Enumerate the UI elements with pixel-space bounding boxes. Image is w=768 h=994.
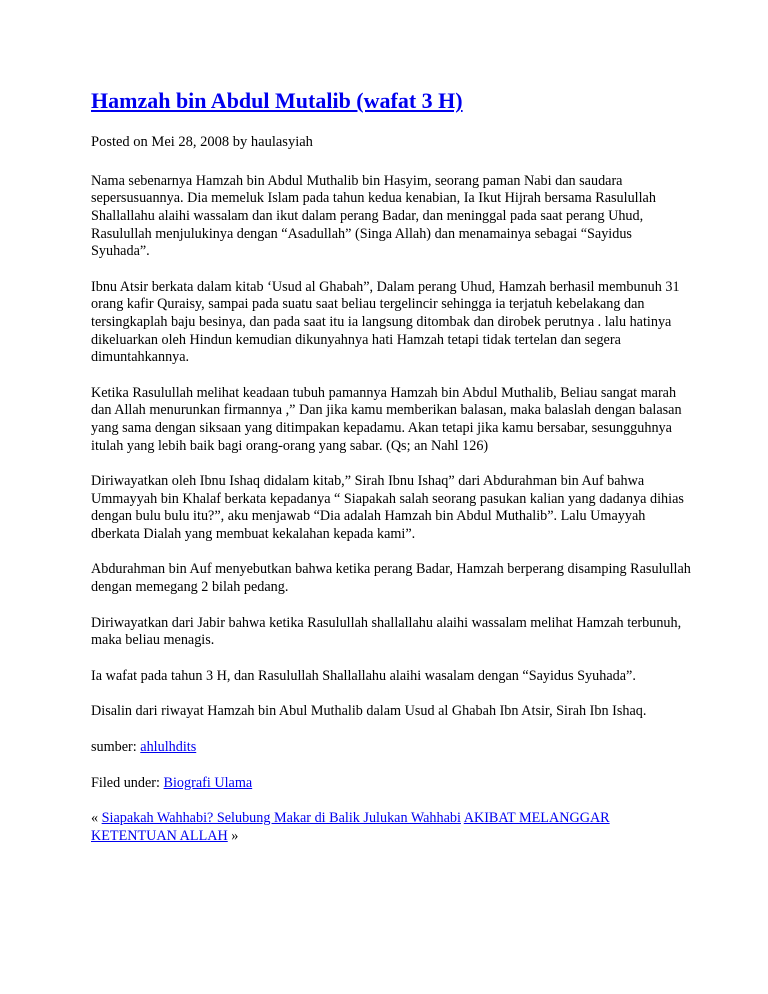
source-line bbox=[91, 739, 691, 757]
paragraph-3: Ketika Rasulullah melihat keadaan tubuh pamannya Hamzah bin Abdul Muthalib, Beliau sangat marah dan Allah menurunkan firmannya ,” Dan jika kamu memberikan balasan, maka balaslah dengan balasan yang sama dengan siksaan yang ditimpakan kepadamu. Akan tetapi jika kamu bersabar, sesungguhnya itulah yang lebih baik bagi orang-orang yang sabar. (Qs; an Nahl 126) bbox=[91, 384, 682, 454]
post-body bbox=[91, 173, 691, 846]
prev-marker: « bbox=[91, 810, 99, 827]
paragraph-4: Diriwayatkan oleh Ibnu Ishaq didalam kitab,” Sirah Ibnu Ishaq” dari Abdurahman bin Auf bahwa Ummayyah bin Khalaf berkata kepadanya “ Siapakah salah seorang pasukan kalian yang dadanya dihias dengan bulu bulu itu?”, aku menjawab “Dia adalah Hamzah bin Abdul Muthalib”. Lalu Umayyah dberkata Dialah yang membuat kekalahan kepada kami”. bbox=[91, 473, 684, 542]
category-link[interactable]: Biografi Ulama bbox=[163, 774, 253, 791]
next-marker: » bbox=[231, 827, 239, 844]
filed-under-label: Filed under: bbox=[91, 774, 160, 791]
paragraph-8: Disalin dari riwayat Hamzah bin Abul Muthalib dalam Usud al Ghabah Ibn Atsir, Sirah Ibn Ishaq. bbox=[91, 703, 647, 720]
paragraph-1: Nama sebenarnya Hamzah bin Abdul Muthalib bin Hasyim, seorang paman Nabi dan saudara sepersusuannya. Dia memeluk Islam pada tahun kedua kenabian, Ia Ikut Hijrah bersama Rasulullah Shallallahu alaihi wassalam dan ikut dalam perang Badar, dan meninggal pada saat perang Uhud, Rasulullah menjulukinya dengan “Asadullah” (Singa Allah) dan menamainya sebagai “Sayidus Syuhada”. bbox=[91, 172, 656, 260]
posted-on-label: Posted on bbox=[91, 134, 148, 151]
post-meta bbox=[91, 134, 691, 151]
post-title-link[interactable]: Hamzah bin Abdul Mutalib (wafat 3 H) bbox=[91, 88, 463, 113]
paragraph-7: Ia wafat pada tahun 3 H, dan Rasulullah Shallallahu alaihi wasalam dengan “Sayidus Syuhada”. bbox=[91, 667, 636, 684]
paragraph-2: Ibnu Atsir berkata dalam kitab ‘Usud al Ghabah”, Dalam perang Uhud, Hamzah berhasil membunuh 31 orang kafir Quraisy, sampai pada suatu saat beliau tergelincir sehingga ia terjatuh kebelakang dan tersingkaplah baju besinya, dan pada saat itu ia langsung ditombak dan dirobek perutnya . lalu hatinya dikeluarkan oleh Hindun kemudian dikunyahnya hati Hamzah tetapi tidak tertelan dan segera dimuntahkannya. bbox=[91, 278, 680, 366]
post-date: Mei 28, 2008 bbox=[151, 134, 230, 151]
post-navigation bbox=[91, 810, 691, 845]
post-author: haulasyiah bbox=[250, 134, 313, 151]
previous-post-link[interactable]: Siapakah Wahhabi? Selubung Makar di Balik Julukan Wahhabi bbox=[101, 810, 461, 827]
next-post-link[interactable]: AKIBAT MELANGGAR KETENTUAN ALLAH bbox=[91, 810, 610, 844]
paragraph-5: Abdurahman bin Auf menyebutkan bahwa ketika perang Badar, Hamzah berperang disamping Rasulullah dengan memegang 2 bilah pedang. bbox=[91, 561, 691, 596]
post bbox=[91, 88, 691, 845]
post-title bbox=[91, 88, 691, 114]
source-label: sumber: bbox=[91, 739, 137, 756]
filed-under-line bbox=[91, 775, 691, 793]
source-link[interactable]: ahlulhdits bbox=[140, 739, 197, 756]
by-label: by bbox=[232, 134, 248, 151]
paragraph-6: Diriwayatkan dari Jabir bahwa ketika Rasulullah shallallahu alaihi wassalam melihat Hamzah terbunuh, maka beliau menagis. bbox=[91, 614, 682, 649]
